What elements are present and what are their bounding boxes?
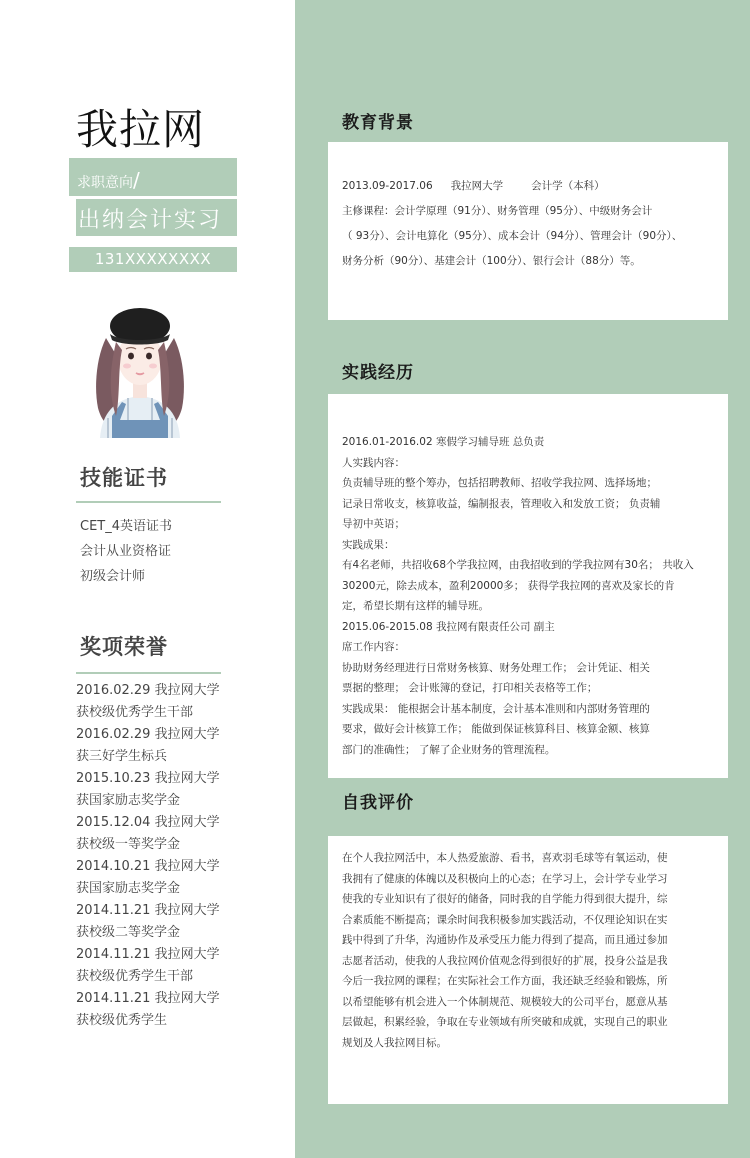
practice-heading: 实践经历	[342, 363, 414, 383]
award-item: 2015.12.04 我拉网大学 获校级一等奖学金	[76, 815, 220, 852]
practice-line: 2016.01-2016.02 寒假学习辅导班 总负责	[342, 436, 545, 448]
education-content	[342, 174, 716, 274]
award-item: 2016.02.29 我拉网大学 获校级优秀学生干部	[76, 683, 220, 720]
practice-line: 实践成果： 能根据会计基本制度，会计基本准则和内部财务管理的	[342, 702, 650, 715]
practice-line: 实践成果：	[342, 538, 395, 551]
award-item: 2015.10.23 我拉网大学 获国家励志奖学金	[76, 771, 220, 808]
left-sidebar	[0, 0, 295, 1158]
job-title: 出纳会计实习	[78, 208, 223, 233]
job-title-banner	[76, 199, 237, 236]
course-line: 财务分析（90分）、基建会计（100分）、银行会计（88分）等。	[342, 255, 641, 267]
self-eval-line: 我拥有了健康的体魄以及积极向上的心态；在学习上，会计学专业学习	[342, 872, 668, 885]
education-heading: 教育背景	[342, 113, 414, 133]
candidate-name: 我拉网	[76, 105, 206, 154]
education-summary: 2013.09-2017.06 我拉网大学 会计学（本科）	[342, 180, 605, 192]
self-eval-line: 今后一我拉网的课程；在实际社会工作方面，我还缺乏经验和锻炼，所	[342, 975, 668, 987]
awards-divider	[76, 672, 221, 674]
course-line: 主修课程：会计学原理（91分）、财务管理（95分）、中级财务会计	[342, 205, 653, 217]
phone-number: 131XXXXXXXX	[94, 250, 212, 268]
education-card	[328, 142, 728, 320]
self-eval-line: 践中得到了升华，沟通协作及承受压力能力得到了提高，而且通过参加	[342, 934, 668, 946]
award-item: 2014.10.21 我拉网大学 获国家励志奖学金	[76, 859, 220, 896]
award-item: 2016.02.29 我拉网大学 获三好学生标兵	[76, 727, 220, 764]
practice-line: 2015.06-2015.08 我拉网有限责任公司 副主	[342, 620, 555, 633]
self-eval-line: 规划及人我拉网目标。	[342, 1036, 447, 1049]
practice-line: 负责辅导班的整个筹办，包括招聘教师、招收学我拉网、选择场地；	[342, 477, 657, 489]
award-item: 2014.11.21 我拉网大学 获校级优秀学生	[76, 991, 220, 1028]
self-eval-card	[328, 836, 728, 1104]
practice-line: 协助财务经理进行日常财务核算、财务处理工作； 会计凭证、相关	[342, 661, 650, 674]
practice-content	[342, 432, 716, 760]
self-eval-line: 在个人我拉网活中，本人热爱旅游、看书，喜欢羽毛球等有氧运动，使	[342, 852, 668, 864]
self-eval-line: 志愿者活动，使我的人我拉网价值观念得到很好的扩展，投身公益是我	[342, 954, 668, 967]
award-item: 2014.11.21 我拉网大学 获校级优秀学生干部	[76, 947, 220, 984]
job-intent-label: 求职意向/	[77, 168, 140, 192]
skills-list	[80, 514, 172, 589]
skills-divider	[76, 501, 221, 503]
practice-line: 导初中英语；	[342, 518, 405, 530]
practice-line: 30200元，除去成本，盈利20000多； 获得学我拉网的喜欢及家长的肯	[342, 579, 675, 592]
avatar	[88, 298, 193, 438]
self-eval-line: 使我的专业知识有了很好的储备，同时我的自学能力得到很大提升，综	[342, 893, 668, 905]
awards-heading: 奖项荣誉	[80, 635, 168, 659]
practice-line: 要求，做好会计核算工作； 能做到保证核算科目、核算金额、核算	[342, 723, 650, 735]
practice-line: 记录日常收支，核算收益，编制报表，管理收入和发放工资； 负责辅	[342, 497, 661, 510]
self-eval-heading: 自我评价	[342, 793, 414, 813]
skill-item: 会计从业资格证	[80, 544, 172, 559]
self-eval-line: 层做起，积累经验，争取在专业领域有所突破和成就，实现自己的职业	[342, 1016, 668, 1028]
practice-line: 定，希望长期有这样的辅导班。	[342, 600, 489, 612]
practice-card	[328, 394, 728, 778]
self-eval-line: 以希望能够有机会进入一个体制规范、规模较大的公司平台，愿意从基	[342, 995, 668, 1008]
job-intent-banner	[69, 158, 237, 196]
skills-heading: 技能证书	[80, 466, 168, 490]
phone-banner	[69, 247, 237, 272]
award-item: 2014.11.21 我拉网大学 获校级二等奖学金	[76, 903, 220, 940]
self-eval-line: 合素质能不断提高；课余时间我积极参加实践活动，不仅理论知识在实	[342, 913, 668, 926]
awards-list	[76, 680, 220, 1032]
practice-line: 有4名老师，共招收68个学我拉网，由我招收到的学我拉网有30名； 共收入	[342, 559, 694, 571]
skill-item: CET_4英语证书	[80, 519, 173, 534]
practice-line: 人实践内容：	[342, 456, 405, 469]
skill-item: 初级会计师	[80, 569, 146, 584]
practice-line: 票据的整理； 会计账簿的登记，打印相关表格等工作；	[342, 682, 598, 694]
practice-line: 部门的准确性； 了解了企业财务的管理流程。	[342, 743, 556, 756]
self-eval-content	[342, 848, 716, 1053]
course-line: （ 93分）、会计电算化（95分）、成本会计（94分）、管理会计（90分）、	[342, 230, 683, 242]
practice-line: 席工作内容：	[342, 641, 405, 653]
